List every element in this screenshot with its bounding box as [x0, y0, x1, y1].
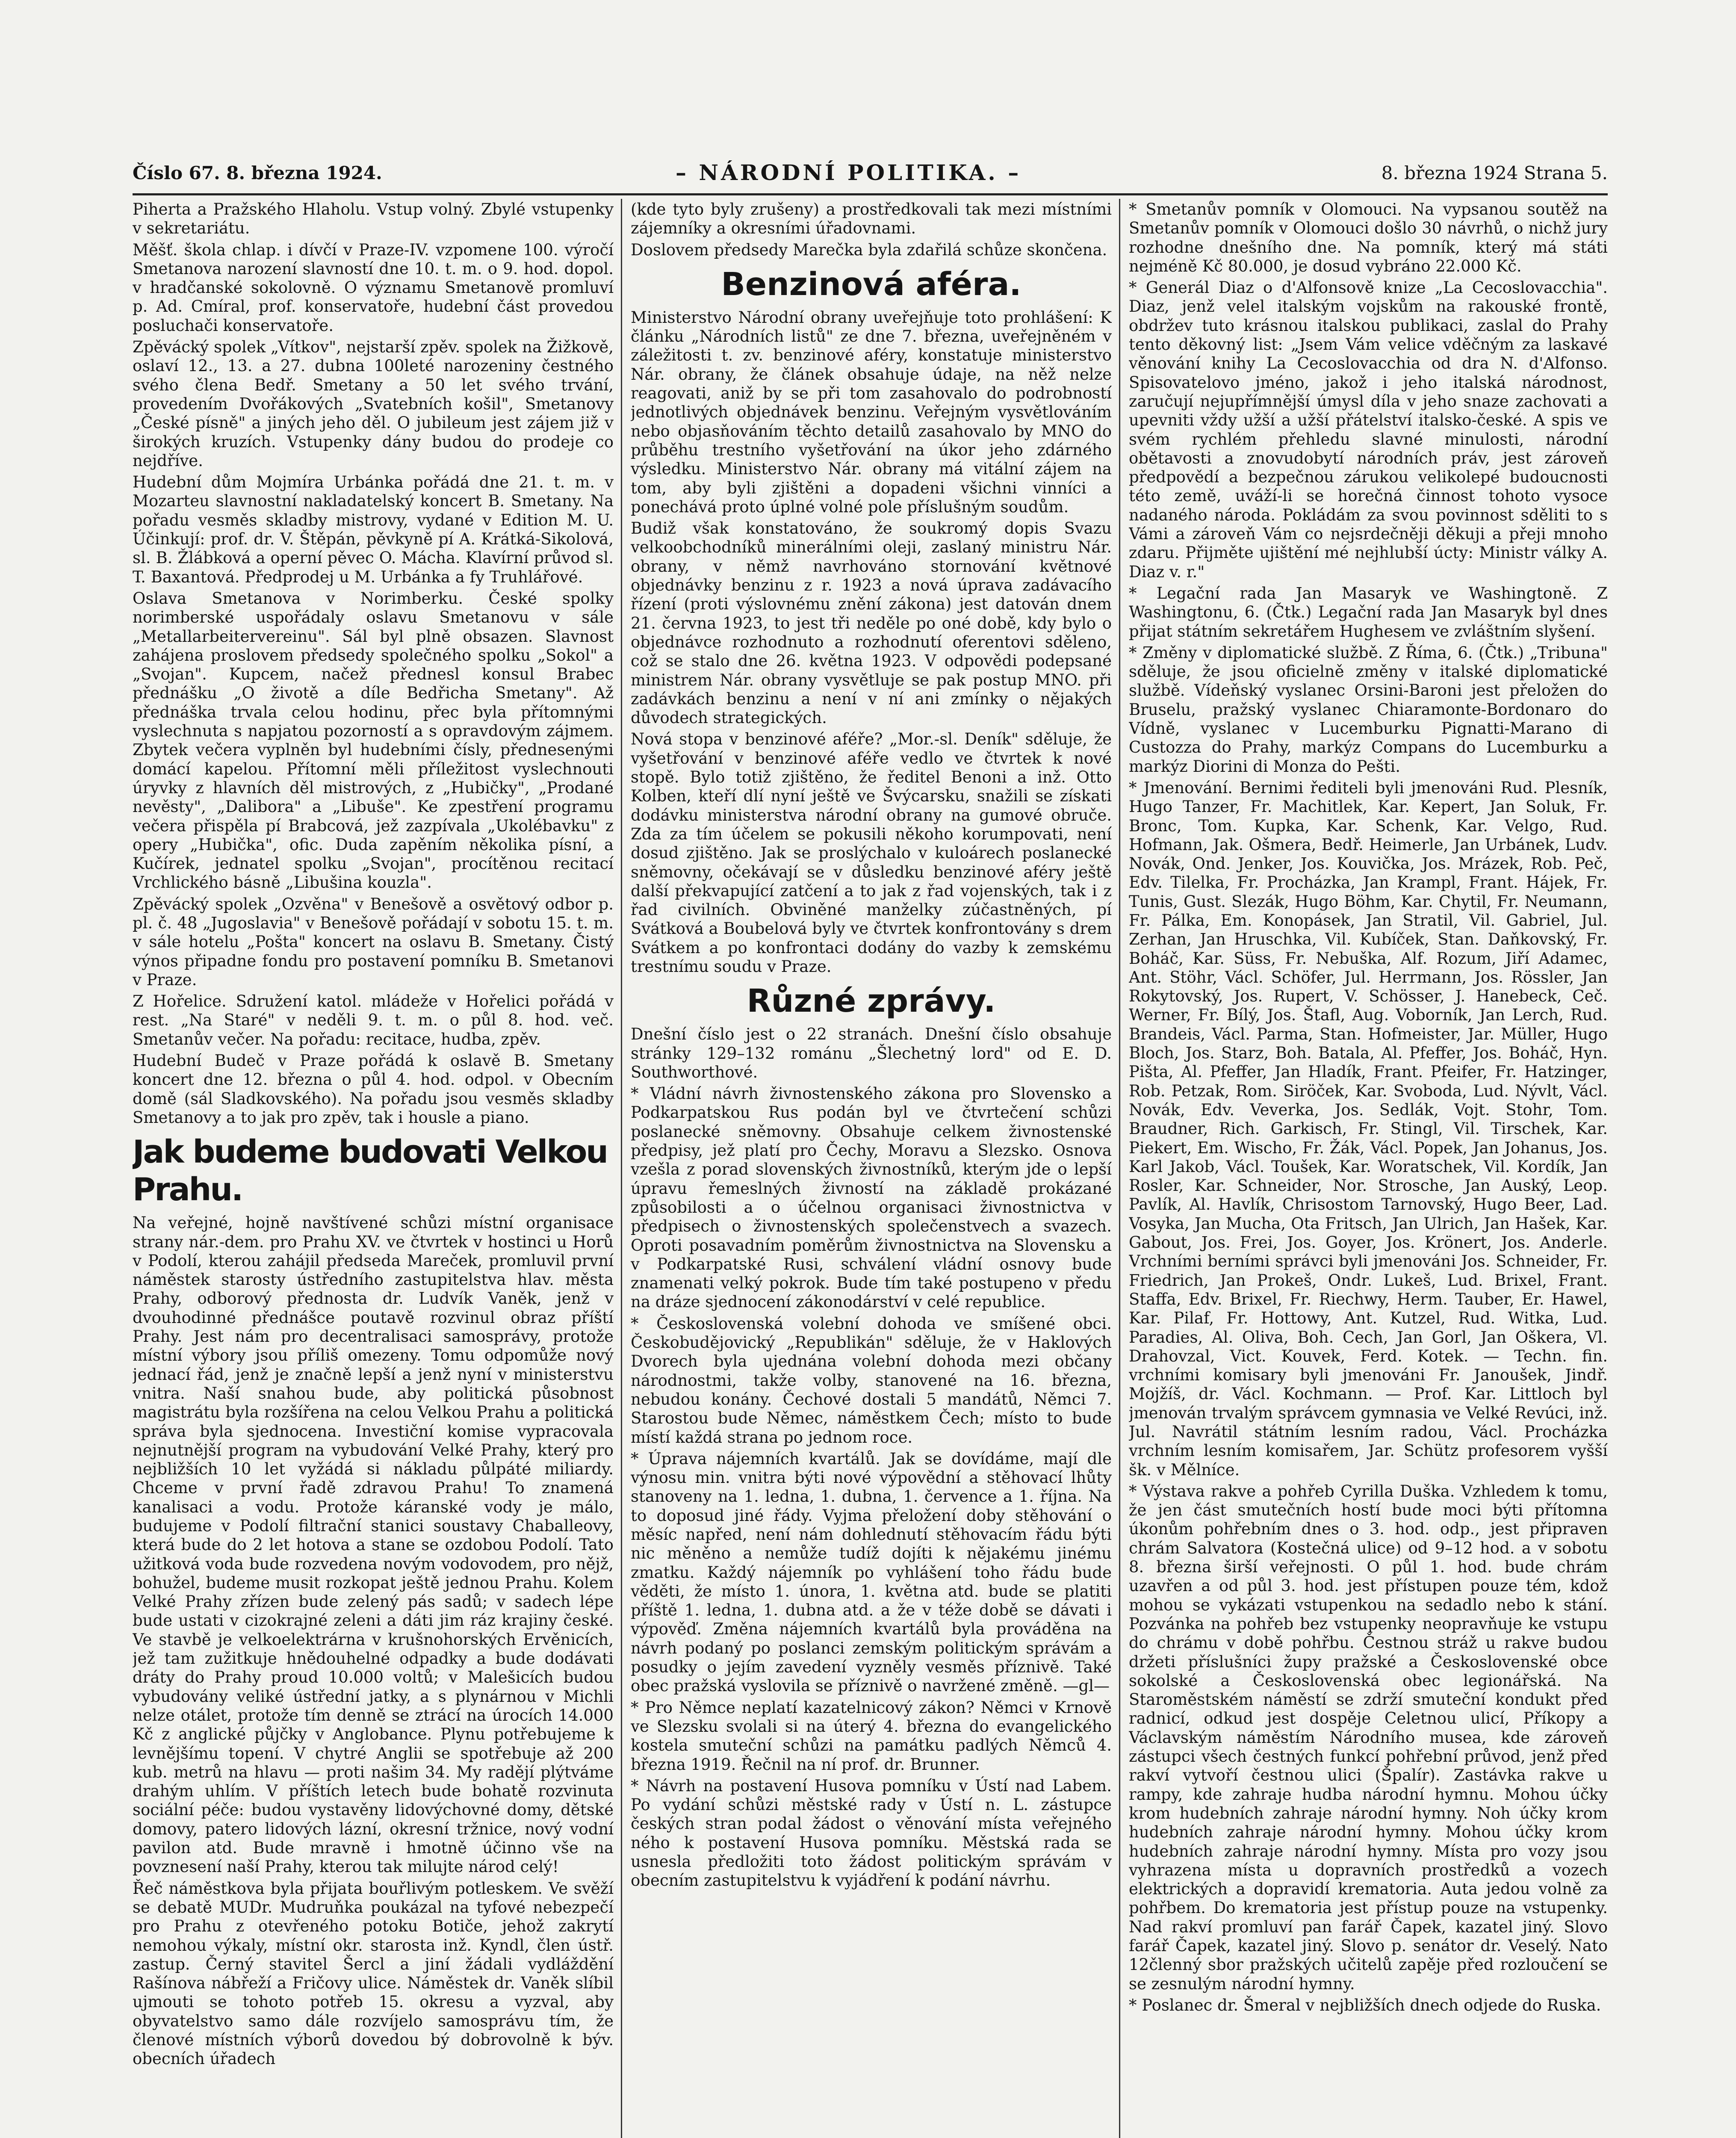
article-paragraph: * Poslanec dr. Šmeral v nejbližších dnech odjede do Ruska.: [1129, 1996, 1601, 2014]
column-divider: [621, 199, 622, 2138]
headline-ruzne-zpravy: Různé zprávy.: [747, 983, 996, 1020]
article-paragraph: Oslava Smetanova v Norimberku. České spolky norimberské uspořádaly oslavu Smetanovu v sále „Metallarbeitervereinu". Sál byl plně obsazen. Slavnost zahájena proslovem předsedy společného spolku „Sokol" a „Svojan". Kupcem, načež přednesl konsul Brabec přednášku „O životě a díle Bedřicha Smetany". Až přednáška trvala celou hodinu, přec byla přítomnými vyslechnuta s napjatou pozorností a s opravdovým zájmem. Zbytek večera vyplněn byl hudebními čísly, přednesenými domácí kapelou. Přítomní měli příležitost vyslechnouti úryvky z hlavních děl mistrových, z „Hubičky", „Prodané nevěsty", „Dalibora" a „Libuše". Ke zpestření programu večera přispěla pí Brabcová, jež zazpívala „Ukolébavku" z opery „Hubička", ofic. Duda zapěním několika písní, a Kučírek, jednatel spolku „Svojan", procítěnou recitací Vrchlického básně „Libušina kouzla".: [133, 589, 614, 892]
article-paragraph: * Jmenování. Bernimi řediteli byli jmenováni Rud. Plesník, Hugo Tanzer, Fr. Machitlek, Kar. Kepert, Jan Soluk, Fr. Bronc, Tom. Kupka, Kar. Schenk, Kar. Velgo, Rud. Hofmann, Jak. Ošmera, Bedř. Heimerle, Jan Urbánek, Ludv. Novák, Ond. Jenker, Jos. Kouvička, Jos. Mrázek, Rob. Peč, Edv. Tilelka, Fr. Procházka, Jan Krampl, Frant. Hájek, Fr. Tunis, Gust. Slezák, Hugo Böhm, Kar. Chytil, Fr. Neumann, Fr. Pálka, Em. Konopásek, Jan Stratil, Vil. Gabriel, Jul. Zerhan, Jan Hruschka, Vil. Kubíček, Stan. Daňkovský, Fr. Boháč, Kar. Süss, Fr. Nebuška, Alf. Rozum, Jiří Adamec, Ant. Stöhr, Václ. Schöfer, Jul. Herrmann, Jos. Rössler, Jan Rokytovský, Jos. Rupert, V. Schösser, J. Hanebeck, Ceč. Werner, Fr. Bílý, Jos. Štafl, Aug. Voborník, Jan Lerch, Rud. Brandeis, Václ. Parma, Stan. Hofmeister, Jar. Müller, Hugo Bloch, Jos. Starz, Boh. Batala, Al. Pfeffer, Jos. Boháč, Hyn. Pišta, Al. Pfeffer, Jan Hladík, Frant. Pfeifer, Fr. Hatzinger, Rob. Petzak, Rom. Siröček, Kar. Svoboda, Lud. Nývlt, Václ. Novák, Edv. Veverka, Jos. Sedlák, Vojt. Stohr, Tom. Braudner, Rich. Garkisch, Fr. Stingl, Vil. Tirschek, Kar. Piekert, Em. Wischo, Fr. Žák, Václ. Popek, Jan Johanus, Jos. Karl Jakob, Václ. Toušek, Kar. Woratschek, Vil. Kordík, Jan Rosler, Kar. Schneider, Nor. Strosche, Jan Auský, Leop. Pavlík, Al. Havlík, Chrisostom Tarnovský, Hugo Beer, Lad. Vosyka, Jan Mucha, Ota Fritsch, Jan Ulrich, Jan Hašek, Kar. Gabout, Jos. Frei, Jos. Goyer, Jos. Krönert, Jos. Anderle. Vrchními berními správci byli jmenováni Jos. Schneider, Fr. Friedrich, Jan Prokeš, Ondr. Lukeš, Lud. Brixel, Frant. Staffa, Edv. Brixel, Fr. Riechwy, Herm. Tauber, Er. Hawel, Kar. Pilaf, Fr. Hottowy, Ant. Kutzel, Rud. Witka, Lud. Paradies, Al. Oliva, Boh. Cech, Jan Gorl, Jan Oškera, Vl. Drahovzal, Vict. Kouvek, Ferd. Kotek. — Techn. fin. vrchními komisary byli jmenováni Fr. Janoušek, Jindř. Mojžíš, dr. Václ. Kochmann. — Prof. Kar. Littloch byl jmenován trvalým správcem gymnasia ve Velké Revúci, inž. Jul. Navrátil státním lesním radou, Václ. Procházka vrchním lesním komisařem, Jar. Schütz profesorem vyšší šk. v Mělníce.: [1129, 778, 1608, 1479]
article-paragraph: Zpěvácký spolek „Ozvěna" v Benešově a osvětový odbor p. pl. č. 48 „Jugoslavia" v Benešově pořádají v sobotu 15. t. m. v sále hotelu „Pošta" koncert na oslavu B. Smetany. Čistý výnos připadne fondu pro postavení pomníku B. Smetanovi v Praze.: [133, 895, 614, 989]
article-paragraph: * Vládní návrh živnostenského zákona pro Slovensko a Podkarpatskou Rus podán byl ve čtvrtečení schůzi poslanecké sněmovny. Obsahuje celkem živnostenské předpisy, jež platí pro Čechy, Moravu a Slezsko. Osnova vzešla z porad slovenských živnostníků, kterým jde o lepší úpravu řemeslných živností na základě prokázané způsobilosti a o účelnou organisaci živnostnictva v předpisech o živnostenských společenstvech a svazech. Oproti posavadním poměrům živnostnictva na Slovensku a v Podkarpatské Rusi, schválení vládní osnovy bude znamenati velký pokrok. Bude tím také postupeno v předu na dráze sjednocení zákonodárství v celé republice.: [631, 1084, 1112, 1311]
article-paragraph: * Úprava nájemních kvartálů. Jak se dovídáme, mají dle výnosu min. vnitra býti nové výpovědní a stěhovací lhůty stanoveny na 1. ledna, 1. dubna, 1. července a 1. října. Na to doposud jiné řády. Vyjma přeložení doby stěhování o měsíc napřed, není nám dohlednutí stěhovacím řádu býti nic měněno a nemůže tudíž dojíti k nějakému jinému zmatku. Každý nájemník po vyhlášení toho řádu bude věděti, že místo 1. února, 1. května atd. bude se platiti příště 1. ledna, 1. dubna atd. a že v téže době se dávati i výpověď. Změna nájemních kvartálů byla prováděna na návrh podaný po poslanci zemským politickým správám a posudky o jejím zavedení vyzněly vesměs příznivě. Také obec pražská vyslovila se příznivě o navržené změně. —gl—: [631, 1449, 1112, 1695]
article-paragraph: * Změny v diplomatické službě. Z Říma, 6. (Čtk.) „Tribuna" sděluje, že jsou oficielně změny v italské diplomatické službě. Vídeňský vyslanec Orsini-Baroni jest přeložen do Bruselu, pražský vyslanec Chiaramonte-Bordonaro do Vídně, vyslanec v Lucemburku Pignatti-Marano di Custozza do Prahy, markýz Compans do Lucemburku a markýz Diorini di Monza do Pešti.: [1129, 643, 1608, 776]
article-paragraph: Dnešní číslo jest o 22 stranách. Dnešní číslo obsahuje stránky 129–132 románu „Šlechetný lord" od E. D. Southworthové.: [631, 1025, 1112, 1081]
masthead: [133, 158, 1608, 197]
column-divider: [1119, 199, 1120, 2138]
article-paragraph: Ministerstvo Národní obrany uveřejňuje toto prohlášení: K článku „Národních listů" ze dne 7. března, uveřejněném v záležitosti t. zv. benzinové aféry, konstatuje ministerstvo Nár. obrany, že článek obsahuje údaje, na něž nelze reagovati, aniž by se při tom zasahovalo do podrobností jednotlivých objednávek benzinu. Veřejným vysvětlováním nebo objasňováním těchto detailů zasahovalo by MNO do průběhu trestního vyšetřování na úkor jeho zdárného výsledku. Ministerstvo Nár. obrany má vitální zájem na tom, aby byli zjištěni a dopadeni všichni vinníci a ponechává proto úplné volné pole příslušným soudům.: [631, 308, 1112, 516]
article-paragraph: Měšť. škola chlap. i dívčí v Praze-IV. vzpomene 100. výročí Smetanova narození slavností dne 10. t. m. o 9. hod. dopol. v hradčanské sokolovně. O významu Smetanově promluví p. Ad. Cmíral, prof. konservatoře, hudební část provedou posluchači konservatoře.: [133, 240, 614, 335]
article-paragraph: * Pro Němce neplatí kazatelnicový zákon? Němci v Krnově ve Slezsku svolali si na úterý 4. března do evangelického kostela smuteční schůzi na památku padlých Němců 4. března 1919. Řečnil na ní prof. dr. Brunner.: [631, 1698, 1112, 1774]
article-paragraph: Zpěvácký spolek „Vítkov", nejstarší zpěv. spolek na Žižkově, oslaví 12., 13. a 27. dubna 100leté narozeniny čestného svého člena Bedř. Smetany a 50 let svého trvání, provedením Dvořákových „Svatebních košil", Smetanovy „České písně" a jiných jeho děl. O jubileum jest zájem již v širokých kruzích. Vstupenky dány budou do prodeje co nejdříve.: [133, 338, 614, 470]
article-paragraph: Hudební dům Mojmíra Urbánka pořádá dne 21. t. m. v Mozarteu slavnostní nakladatelský koncert B. Smetany. Na pořadu vesměs skladby mistrovy, vydané v Edition M. U. Účinkují: prof. dr. V. Štěpán, pěvkyně pí A. Krátká-Sikolová, sl. B. Žlábková a operní pěvec O. Mácha. Klavírní průvod sl. T. Baxantová. Předprodej u M. Urbánka a fy Truhlářové.: [133, 473, 614, 586]
issue-number: Číslo 67. 8. března 1924.: [133, 162, 382, 183]
article-paragraph: * Legační rada Jan Masaryk ve Washingtoně. Z Washingtonu, 6. (Čtk.) Legační rada Jan Masaryk byl dnes přijat státním sekretářem Hughesem ve zvláštním slyšení.: [1129, 584, 1608, 641]
article-paragraph: * Generál Diaz o d'Alfonsově knize „La Cecoslovacchia". Diaz, jenž velel italským vojskům na rakouské frontě, obdržev tuto krásnou italskou publikaci, zaslal do Prahy tento děkovný list: „Jsem Vám velice vděčným za laskavé věnování knihy La Cecoslovacchia od dra N. d'Alfonso. Spisovatelovo jméno, jakož i jeho italská národnost, zaručují nejupřímnější úmysl díla v jeho snaze zachovati a upevniti vždy užší a užší přátelství italsko-české. A spis ve svém rychlém přehledu slavné minulosti, národní obětavosti a znovudobytí národních práv, jest zároveň předpovědí a bezpečnou zárukou velikolepé budoucnosti této země, uváží-li se horečná činnost tohoto vysoce nadaného národa. Pokládám za svou povinnost sděliti to s Vámi a zároveň Vám co nejsrdečněji děkuji a přeji mnoho zdaru. Přijměte ujištění mé nejhlubší úcty: Ministr války A. Diaz v. r.": [1129, 278, 1608, 581]
article-paragraph: * Návrh na postavení Husova pomníku v Ústí nad Labem. Po vydání schůzi městské rady v Ústí n. L. zástupce českých stran podal žádost o věnování místa veřejného ného k postavení Husova pomníku. Městská rada se usnesla předložiti toto žádost politickým správám v obecním zastupitelstvu k vyjádření k podání návrhu.: [631, 1776, 1112, 1890]
article-paragraph: Budiž však konstatováno, že soukromý dopis Svazu velkoobchodníků minerálními oleji, zaslaný ministru Nár. obrany, v němž navrhováno stornování květnové objednávky benzinu z r. 1923 a nová úprava zadávacího řízení (proti výslovnému znění zákona) jest datován dnem 21. června 1923, to jest tři neděle po oné době, kdy bylo o objednávce rozhodnuto a rozhodnutí oferentovi sděleno, což se stalo dne 26. května 1923. V odpovědi podepsané ministrem Nár. obrany vysvětluje se pak postup MNO. při zadávkách benzinu a není v ní ani zmínky o nějakých důvodech strategických.: [631, 519, 1112, 727]
article-paragraph: * Výstava rakve a pohřeb Cyrilla Duška. Vzhledem k tomu, že jen část smutečních hostí bude moci býti přítomna úkonům pohřebním dnes o 3. hod. odp., jest připraven chrám Salvatora (Kostečná ulice) od 9–12 hod. a v sobotu 8. března širší veřejnosti. O půl 1. hod. bude chrám uzavřen a od půl 3. hod. jest přístupen pouze tém, kdož mohou se vykázati vstupenkou na sedadlo nebo k stání. Pozvánka na pohřeb bez vstupenky neopravňuje ke vstupu do chrámu v době pohřbu. Čestnou stráž u rakve budou držeti příslušníci župy pražské a Československé obce sokolské a Československá obec legionářská. Na Staroměstském náměstí se zdrží smuteční kondukt před radnicí, odkud jest dospěje Celetnou ulicí, Příkopy a Václavským náměstím Národního musea, kde zároveň zástupci všech čestných funkcí pohřební průvod, jenž před rakví vytvoří čestnou ulici (Špalír). Zastávka rakve u rampy, kde zahraje hudba národní hymnu. Mohou účky krom hudebních zahraje národní hymny. Noh účky krom hudebních zahraje národní hymny. Mohou účky krom hudebních zahraje národní hymny. Místa pro vozy jsou vyhrazena místa u dopravních prostředků a vozech elektrických a dopravidí krematoria. Auta jedou volně za pohřbem. Do krematoria jest přístup pouze na vstupenky. Nad rakví promluví pan farář Čapek, kazatel jiný. Slovo farář Čapek, kazatel jiný. Slovo p. senátor dr. Veselý. Nato 12členný sbor pražských učitelů zapěje před rozloučení se se zesnulým národní hymny.: [1129, 1482, 1608, 1993]
article-paragraph: Z Hořelice. Sdružení katol. mládeže v Hořelici pořádá v rest. „Na Staré" v neděli 9. t. m. o půl 8. hod. več. Smetanův večer. Na pořadu: recitace, hudba, zpěv.: [133, 992, 614, 1048]
column-3: [1129, 200, 1608, 2138]
article-paragraph: * Československá volební dohoda ve smíšené obci. Českobudějovický „Republikán" sděluje, že v Haklových Dvorech byla ujednána volební dohoda mezi občany národnostmi, takže volby, stanovené na 16. března, nebudou konány. Čechové dostali 5 mandátů, Němci 7. Starostou bude Němec, náměstkem Čech; místo to bude místí každá strana po jednom roce.: [631, 1314, 1112, 1447]
date-and-page: 8. března 1924 Strana 5.: [1381, 162, 1608, 183]
article-paragraph: Doslovem předsedy Marečka byla zdařilá schůze skončena.: [631, 240, 1107, 259]
article-paragraph: * Smetanův pomník v Olomouci. Na vypsanou soutěž na Smetanův pomník v Olomouci došlo 30 návrhů, o nichž jury rozhodne dnešního dne. Na pomník, který má státi nejméně Kč 80.000, je dosud vybráno 22.000 Kč.: [1129, 200, 1608, 275]
headline-benzinova-afera: Benzinová aféra.: [721, 266, 1022, 303]
article-paragraph: Piherta a Pražského Hlaholu. Vstup volný. Zbylé vstupenky v sekretariátu.: [133, 200, 614, 238]
article-paragraph: Řeč náměstkova byla přijata bouřlivým potleskem. Ve svěží se debatě MUDr. Mudruňka poukázal na tyfové nebezpečí pro Prahu z otevřeného potoku Botiče, jehož zakrytí nemohou výkaly, místní okr. starosta inž. Kyndl, člen ústř. zastup. Černý stavitel Šercl a jiní žádali vydláždění Rašínova nábřeží a Fričovy ulice. Náměstek dr. Vaněk slíbil ujmouti se tohoto potřeb 15. okresu a vyzval, aby obyvatelstvo samo dále rozvíjelo samosprávu tím, že členové místních výborů dovedou bý dobrovolně k býv. obecních úřadech: [133, 1879, 614, 2068]
newspaper-title: – NÁRODNÍ POLITIKA. –: [676, 160, 1022, 185]
column-2: [631, 200, 1112, 2138]
article-paragraph: (kde tyto byly zrušeny) a prostředkovali tak mezi místními zájemníky a okresními úřadovnami.: [631, 200, 1112, 238]
article-paragraph: Nová stopa v benzinové aféře? „Mor.-sl. Deník" sděluje, že vyšetřování v benzinové aféře vedlo ve čtvrtek k nové stopě. Bylo totiž zjištěno, že ředitel Benoni a inž. Otto Kolben, kteří dlí nyní ještě ve Švýcarsku, snažili se získati dodávku ministerstva národní obrany na gumové obruče. Zda za tím účelem se pokusili někoho korumpovati, není dosud zjištěno. Jak se proslýchalo v kuloárech poslanecké sněmovny, očekávají se v důsledku benzinové aféry ještě další překvapující zatčení a to jak z řad vojenských, tak i z řad civilních. Obviněné manželky zúčastněných, pí Svátková a Boubelová byly ve čtvrtek konfrontovány s drem Svátkem a po konfrontaci dodány do vazby k zemskému trestnímu soudu v Praze.: [631, 730, 1112, 976]
column-1: [133, 200, 614, 2138]
header-rule: [133, 193, 1608, 195]
headline-velka-praha: Jak budeme budovati Velkou Prahu.: [133, 1134, 607, 1208]
article-paragraph: Na veřejné, hojně navštívené schůzi místní organisace strany nár.-dem. pro Prahu XV. ve čtvrtek v hostinci u Horů v Podolí, kterou zahájil předseda Mareček, promluvil první náměstek starosty ústředního zastupitelstva hlav. města Prahy, odborový přednosta dr. Ludvík Vaněk, jenž v dvouhodinné přednášce poutavě rozvinul obraz příští Prahy. Jest nám pro decentralisaci samosprávy, protože místní výbory jsou příliš omezeny. Tomu odpomůže nový jednací řád, jenž je značně lepší a jenž nyní v ministerstvu vnitra. Naší snahou bude, aby politická působnost magistrátu byla rozšířena na celou Velkou Prahu a politická správa byla sjednocena. Investiční komise vypracovala nejnutnější program na vybudování Velké Prahy, který pro nejbližších 10 let vyžádá si nákladu půlpáté miliardy. Chceme v první řadě zdravou Prahu! To znamená kanalisaci a vodu. Protože káranské vody je málo, budujeme v Podolí filtrační stanici soustavy Chaballeovy, která bude do 2 let hotova a stane se ozdobou Podolí. Tato užitková voda bude rozvedena novým vodovodem, pro nějž, bohužel, budeme musit rozkopat ještě jednou Prahu. Kolem Velké Prahy zřízen bude zelený pás sadů; v sadech lépe bude ustati v cizokrajné zeleni a dáti jim ráz krajiny české. Ve stavbě je velkoelektrárna v krušnohorských Ervěnicích, jež tam zužitkuje hnědouhelné odpadky a bude dodávati dráty do Prahy proud 10.000 voltů; v Malešicích budou vybudovány veliké ústřední jatky, a s plynárnou v Michli nelze otálet, protože tím denně se ztrácí na úrocích 14.000 Kč z anglické půjčky v Anglobance. Plynu potřebujeme k levnějšímu topení. V chytré Anglii se spotřebuje až 200 kub. metrů na hlavu — proti našim 34. My radějí plýtváme drahým uhlím. V příštích letech bude bohatě rozvinuta sociální péče: budou vystavěny lidovýchovné domy, dětské domovy, patero lidových lázní, okresní tržnice, nový vodní pavilon atd. Bude mravně i hmotně účinno vše na povznesení naší Prahy, kterou tak milujte národ celý!: [133, 1214, 614, 1876]
article-paragraph: Hudební Budeč v Praze pořádá k oslavě B. Smetany koncert dne 12. března o půl 4. hod. odpol. v Obecním domě (sál Sladkovského). Na pořadu jsou vesměs skladby Smetanovy a to jak pro zpěv, tak i housle a piano.: [133, 1051, 614, 1127]
